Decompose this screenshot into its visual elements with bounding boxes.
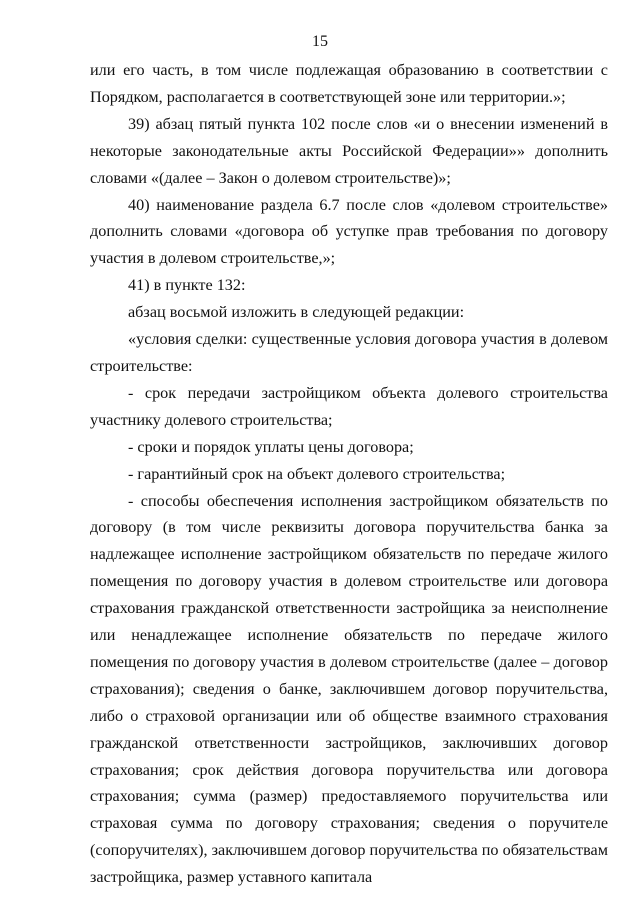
paragraph-item-41: 41) в пункте 132: <box>128 276 246 295</box>
paragraph-item-39: 39) абзац пятый пункта 102 после слов «и о внесении изменений в некоторые законодательные акты Российской Федерации»» дополнить словами «(далее – Закон о долевом строительстве)»; <box>90 114 608 187</box>
list-item-warranty: - гарантийный срок на объект долевого строительства; <box>128 464 506 483</box>
paragraph-continuation: или его часть, в том числе подлежащая образованию в соответствии с Порядком, располагается в соответствующей зоне или территории.»; <box>90 61 608 106</box>
paragraph-deal-terms: «условия сделки: существенные условия договора участия в долевом строительстве: <box>90 330 608 375</box>
list-item-security-methods: - способы обеспечения исполнения застройщиком обязательств по договору (в том числе реквизиты договора поручительства банка за надлежащее исполнение застройщиком обязательств по передаче жилого помещения по договору участия в долевом строительстве или договора страхования гражданской ответственности застройщика за неисполнение или ненадлежащее исполнение обязательств по передаче жилого помещения по договору участия в долевом строительстве (далее – договор страхования); сведения о банке, заключившем договор поручительства, либо о страховой организации или об обществе взаимного страхования гражданской ответственности застройщиков, заключивших договор страхования; срок действия договора поручительства или договора страхования; сумма (размер) предоставляемого поручительства или страховая сумма по договору страхования; сведения о поручителе (сопоручителях), заключившем договор поручительства по обязательствам застройщика, размер уставного капитала <box>90 491 608 887</box>
document-body <box>90 57 608 891</box>
paragraph-item-40: 40) наименование раздела 6.7 после слов «долевом строительстве» дополнить словами «договора об уступке прав требования по договору участия в долевом строительстве,»; <box>90 195 608 268</box>
list-item-transfer-term: - срок передачи застройщиком объекта долевого строительства участнику долевого строительства; <box>90 383 608 429</box>
page-number: 15 <box>312 33 328 50</box>
paragraph-abzac-8: абзац восьмой изложить в следующей редакции: <box>128 303 465 322</box>
list-item-payment-terms: - сроки и порядок уплаты цены договора; <box>128 437 414 456</box>
